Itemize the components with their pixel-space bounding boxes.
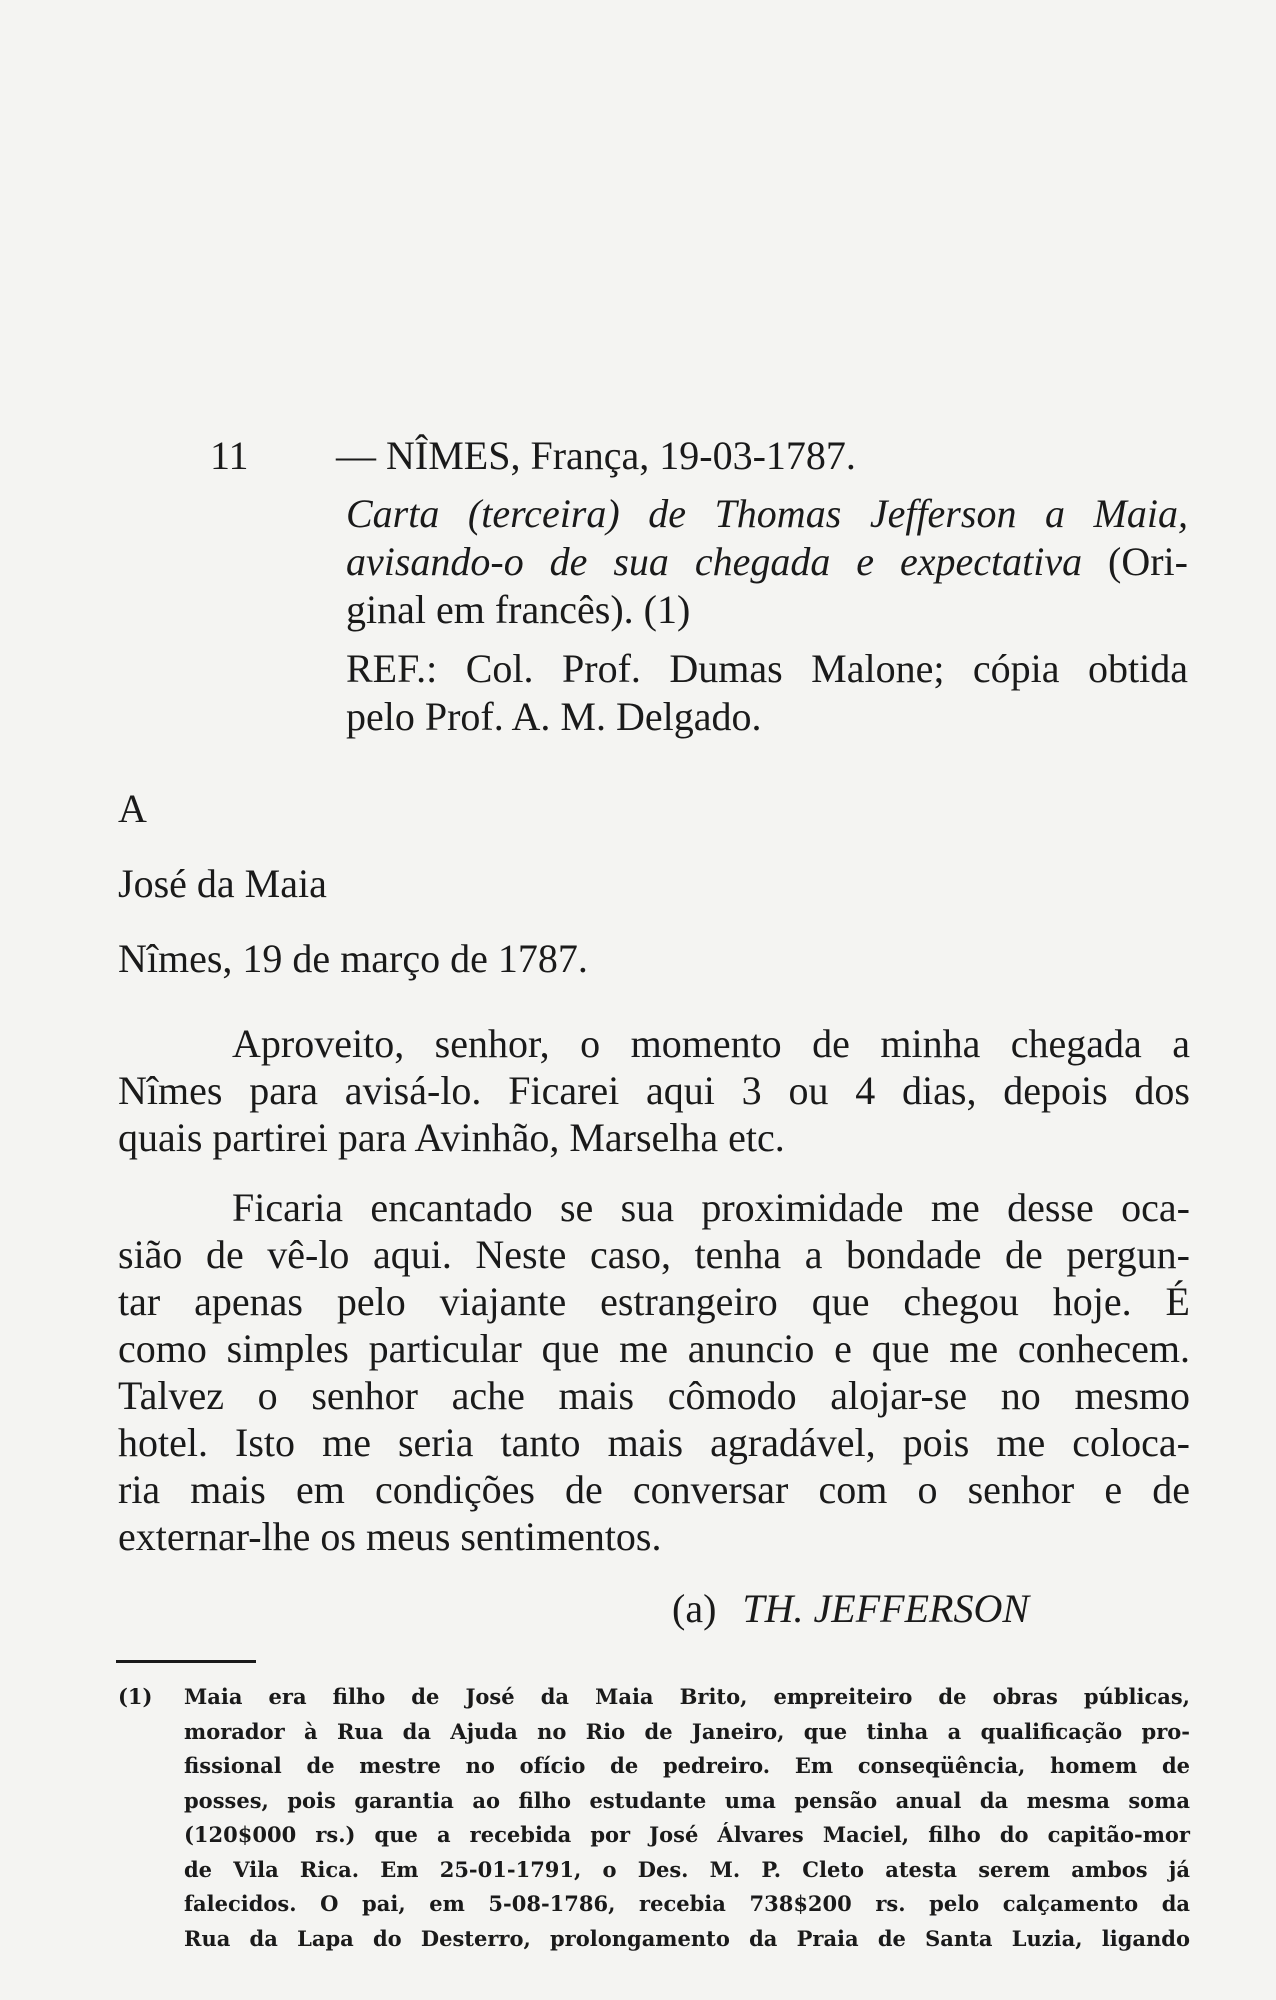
footnote-line: posses, pois garantia ao filho estudante uma pensão anual da mesma soma <box>184 1787 1190 1813</box>
footnote-line <box>118 1680 1190 1715</box>
entry-number: 11 <box>210 433 249 478</box>
signature-prefix: (a) <box>672 1586 717 1631</box>
letter-paragraph <box>118 1184 1190 1560</box>
description-line: Carta (terceira) de Thomas Jefferson a Maia, <box>346 491 1188 536</box>
paragraph-line: tar apenas pelo viajante estrangeiro que chegou hoje. É <box>118 1279 1190 1324</box>
entry-header <box>210 430 1190 482</box>
signature-name: TH. JEFFERSON <box>742 1586 1030 1631</box>
footnote-line: de Vila Rica. Em 25-01-1791, o Des. M. P. Cleto atesta serem ambos já <box>184 1856 1190 1882</box>
footnote-line: (120$000 rs.) que a recebida por José Álvares Maciel, filho do capitão-mor <box>184 1822 1190 1847</box>
footnote-line: falecidos. O pai, em 5-08-1786, recebia 738$200 rs. pelo calçamento da <box>184 1891 1190 1916</box>
paragraph-line: como simples particular que me anuncio e que me conhecem. <box>118 1326 1190 1371</box>
paragraph-line: Aproveito, senhor, o momento de minha chegada a <box>232 1021 1190 1066</box>
addressee-name: José da Maia <box>118 861 327 906</box>
paragraph-line: externar-lhe os meus sentimentos. <box>118 1514 662 1559</box>
address-to: A <box>118 786 147 831</box>
footnote-marker: (1) <box>118 1684 153 1709</box>
paragraph-line: Ficaria encantado se sua proximidade me desse oca- <box>232 1185 1190 1230</box>
reference-line: REF.: Col. Prof. Dumas Malone; cópia obtida <box>346 646 1188 691</box>
signature <box>672 1585 1029 1633</box>
paragraph-line: sião de vê-lo aqui. Neste caso, tenha a bondade de pergun- <box>118 1232 1190 1277</box>
letter-dateline: Nîmes, 19 de março de 1787. <box>118 936 588 981</box>
paragraph-line: hotel. Isto me seria tanto mais agradável, pois me coloca- <box>118 1420 1190 1465</box>
letter-paragraph <box>118 1020 1190 1161</box>
paragraph-line: ria mais em condições de conversar com o senhor e de <box>118 1467 1190 1512</box>
description-line: ginal em francês). (1) <box>346 587 691 632</box>
paragraph-line: quais partirei para Avinhão, Marselha etc. <box>118 1115 785 1160</box>
reference-line: pelo Prof. A. M. Delgado. <box>346 694 762 739</box>
description-text: (Ori- <box>1108 539 1188 584</box>
description-line <box>346 538 1188 586</box>
entry-heading: — NÎMES, França, 19-03-1787. <box>336 433 856 478</box>
paragraph-line: Nîmes para avisá-lo. Ficarei aqui 3 ou 4 dias, depois dos <box>118 1068 1190 1113</box>
entry-description <box>346 490 1188 634</box>
footnote <box>118 1680 1190 1956</box>
footnote-line: Rua da Lapa do Desterro, prolongamento da Praia de Santa Luzia, ligando <box>184 1925 1190 1951</box>
footnote-line: morador à Rua da Ajuda no Rio de Janeiro, que tinha a qualificação pro- <box>184 1718 1190 1744</box>
reference-block <box>346 645 1188 741</box>
footnote-line: fissional de mestre no ofício de pedreiro. Em conseqüência, homem de <box>184 1753 1190 1778</box>
description-italic-text: avisando-o de sua chegada e expectativa <box>346 539 1083 584</box>
footnote-text: Maia era filho de José da Maia Brito, empreiteiro de obras públicas, <box>184 1684 1190 1709</box>
paragraph-line: Talvez o senhor ache mais cômodo alojar-se no mesmo <box>118 1373 1190 1418</box>
footnote-divider <box>116 1660 256 1663</box>
